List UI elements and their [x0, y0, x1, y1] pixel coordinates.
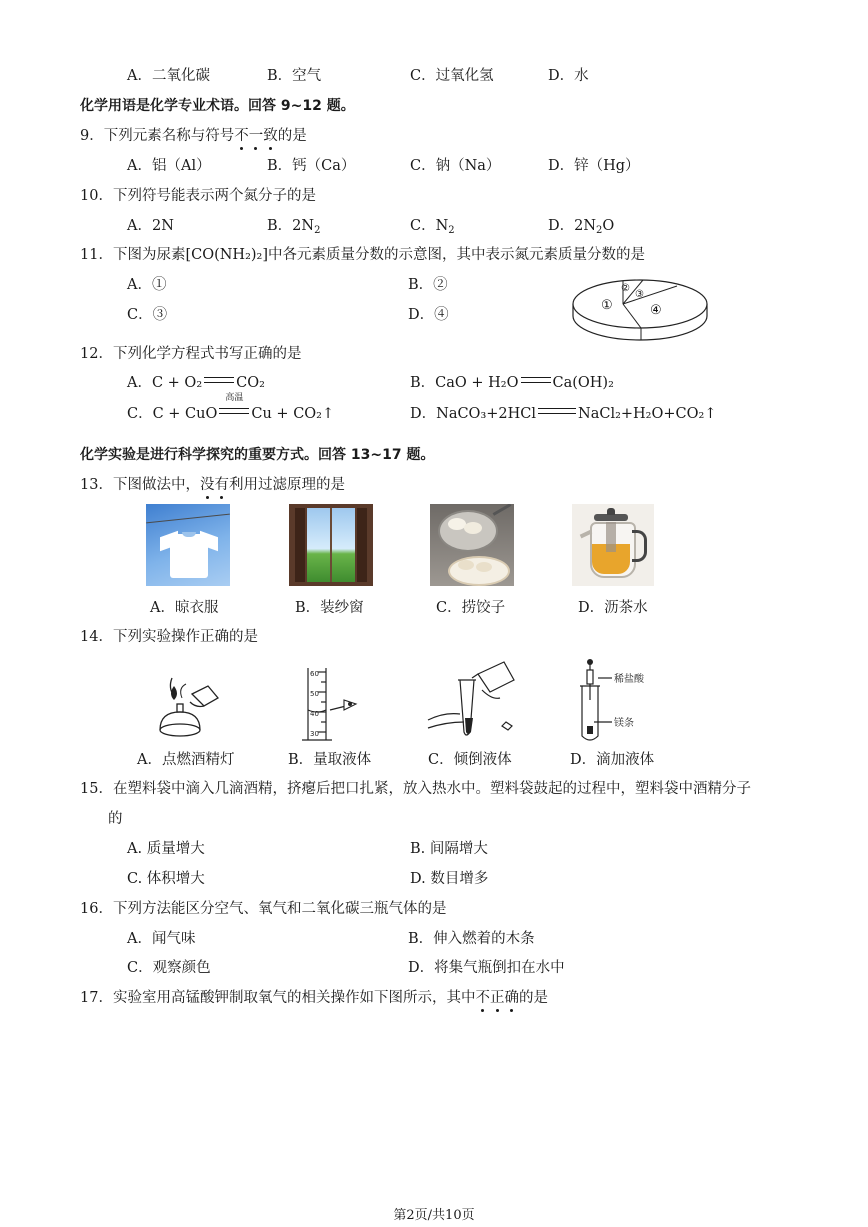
q11-option-b: B．② [408, 277, 448, 293]
q14-option-b: B．量取液体 [288, 752, 372, 768]
q15-option-d: D. 数目增多 [410, 871, 489, 887]
q8-option-a: A．二氧化碳 [127, 68, 210, 84]
pie-label-1: ① [601, 298, 613, 313]
q11-option-a: A．① [127, 277, 167, 293]
q14-option-d: D．滴加液体 [570, 752, 655, 768]
q11-option-d: D．④ [408, 307, 449, 323]
pie-label-4: ④ [650, 303, 662, 318]
q15-option-a: A. 质量增大 [127, 841, 205, 857]
q9-option-d: D．锌（Hg） [548, 158, 640, 174]
q11-option-c: C．③ [127, 307, 168, 323]
q15-option-c: C. 体积增大 [127, 871, 205, 887]
scale-60: 60 [310, 670, 319, 678]
q9-option-a: A．铝（Al） [127, 158, 211, 174]
q15-option-b: B. 间隔增大 [410, 841, 488, 857]
q12-option-d: D．NaCO₃+2HCl NaCl₂+H₂O+CO₂↑ [410, 406, 717, 422]
q16-option-d: D．将集气瓶倒扣在水中 [408, 960, 565, 976]
q16-option-b: B．伸入燃着的木条 [408, 931, 535, 947]
q9-option-c: C．钠（Na） [410, 158, 501, 174]
q14-option-c: C．倾倒液体 [428, 752, 512, 768]
photo-dumplings [430, 504, 514, 586]
photo-window-screen [289, 504, 373, 586]
label-magnesium-strip: 镁条 [614, 718, 634, 729]
label-dilute-hcl: 稀盐酸 [614, 674, 644, 685]
q12-option-c: C．C + CuO 高温 Cu + CO₂↑ [127, 393, 335, 422]
q8-option-b: B．空气 [267, 68, 322, 84]
q11-stem: 11．下图为尿素[CO(NH₂)₂]中各元素质量分数的示意图，其中表示氮元素质量分数的是 [80, 247, 646, 263]
q16-option-c: C．观察颜色 [127, 960, 211, 976]
q12-stem: 12．下列化学方程式书写正确的是 [80, 346, 302, 362]
pie-label-3: ③ [635, 289, 644, 300]
page-number: 第2页/共10页 [393, 1208, 475, 1223]
q10-stem: 10．下列符号能表示两个氮分子的是 [80, 188, 316, 204]
q10-option-b: B．$2N_2$ [267, 218, 321, 236]
q10-option-c: C．$N_2$ [410, 218, 455, 236]
scale-40: 40 [310, 710, 319, 718]
q13-option-b: B．装纱窗 [295, 600, 364, 616]
q9-stem: 9．下列元素名称与符号不一致的是 [80, 128, 307, 144]
q17-stem: 17．实验室用高锰酸钾制取氧气的相关操作如下图所示，其中不正确的是 [80, 990, 548, 1006]
photo-tea-pot [572, 504, 654, 586]
q12-option-b: B．CaO + H₂O Ca(OH)₂ [410, 375, 614, 391]
q13-option-d: D．沥茶水 [578, 600, 648, 616]
diagram-pouring-liquid [420, 656, 520, 744]
q13-option-a: A．晾衣服 [150, 600, 219, 616]
q8-option-d: D．水 [548, 68, 589, 84]
q16-option-a: A．闻气味 [127, 931, 196, 947]
q15-stem-line2: 的 [108, 811, 123, 827]
photo-drying-clothes [146, 504, 230, 586]
q10-option-a: A．2N [127, 218, 174, 234]
q15-stem-line1: 15．在塑料袋中滴入几滴酒精，挤瘪后把口扎紧，放入热水中。塑料袋鼓起的过程中，塑料袋中酒精分子 [80, 781, 751, 797]
scale-30: 30 [310, 730, 319, 738]
q10-option-d: D．$2N_2O$ [548, 218, 615, 236]
q14-stem: 14．下列实验操作正确的是 [80, 629, 258, 645]
q13-option-c: C．捞饺子 [436, 600, 506, 616]
section-heading-1: 化学用语是化学专业术语。回答 9~12 题。 [80, 98, 355, 114]
scale-50: 50 [310, 690, 319, 698]
urea-pie-diagram [565, 270, 715, 345]
diagram-lighting-alcohol-lamp [150, 668, 230, 740]
section-heading-2: 化学实验是进行科学探究的重要方式。回答 13~17 题。 [80, 447, 435, 463]
diagram-graduated-cylinder [296, 664, 376, 742]
diagram-dropping-liquid [572, 656, 656, 742]
q13-stem: 13．下图做法中，没有利用过滤原理的是 [80, 477, 345, 493]
q12-option-a: A．C + O₂ CO₂ [127, 375, 265, 391]
q8-option-c: C．过氧化氢 [410, 68, 494, 84]
q16-stem: 16．下列方法能区分空气、氧气和二氧化碳三瓶气体的是 [80, 901, 447, 917]
q14-option-a: A．点燃酒精灯 [137, 752, 235, 768]
q9-option-b: B．钙（Ca） [267, 158, 356, 174]
pie-label-2: ② [621, 283, 630, 294]
